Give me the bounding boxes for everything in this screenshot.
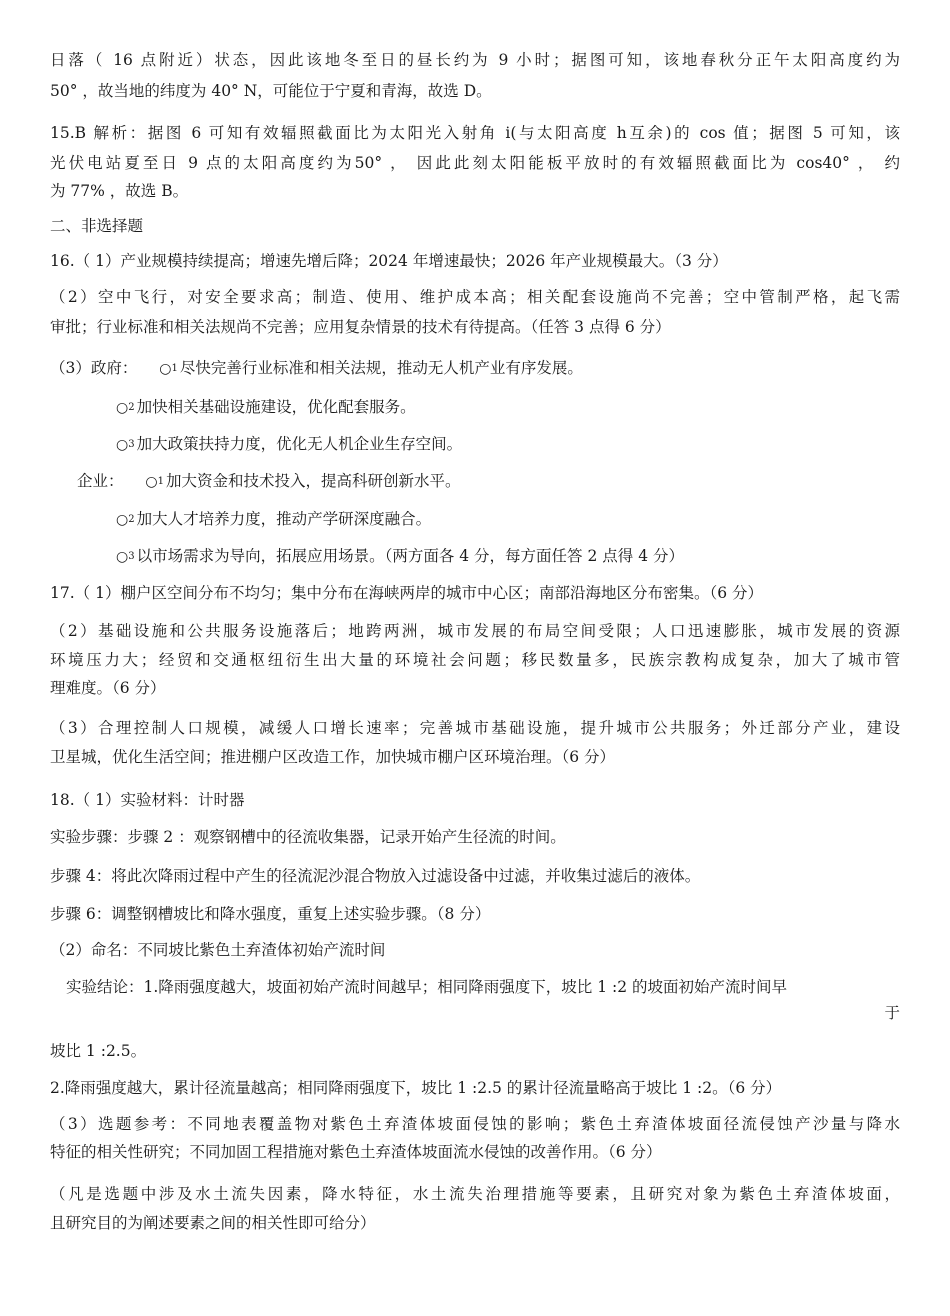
- enterprise-item-1: 加大资金和技术投入，提高科研创新水平。: [165, 472, 461, 490]
- marker-number: 3: [128, 551, 135, 562]
- grading-note-line-1: （凡是选题中涉及水土流失因素，降水特征，水土流失治理措施等要素，且研究对象为紫色土弃渣体坡面，: [50, 1185, 900, 1203]
- answer-17-part-1: 17.（ 1）棚户区空间分布不均匀；集中分布在海峡两岸的城市中心区；南部沿海地区分布密集。（6 分）: [50, 584, 763, 602]
- government-item-1: 尽快完善行业标准和相关法规，推动无人机产业有序发展。: [179, 359, 583, 377]
- enterprise-item-2-line: [116, 508, 431, 531]
- answer-17-part-2-line-1: （2）基础设施和公共服务设施落后；地跨两洲，城市发展的布局空间受限；人口迅速膨胀，城市发展的资源: [50, 622, 900, 640]
- answer-18-part-3-line-2: 特征的相关性研究；不同加固工程措施对紫色土弃渣体坡面流水侵蚀的改善作用。（6 分）: [50, 1143, 662, 1161]
- answer-18-part-1: 18.（ 1）实验材料：计时器: [50, 791, 245, 809]
- answer-16-part-2-line-1: （2）空中飞行，对安全要求高；制造、使用、维护成本高；相关配套设施尚不完善；空中管制严格，起飞需: [50, 288, 900, 306]
- answer-15-line-2: 光伏电站夏至日 9 点的太阳高度约为50° ， 因此此刻太阳能板平放时的有效辐照截面比为 cos40° ， 约: [50, 154, 900, 172]
- section-heading: 二、非选择题: [50, 217, 144, 235]
- circle-number-marker: ○: [159, 361, 172, 377]
- answer-17-part-3-line-1: （3）合理控制人口规模，减缓人口增长速率；完善城市基础设施，提升城市公共服务；外迁部分产业，建设: [50, 719, 900, 737]
- circle-number-marker: ○: [145, 474, 158, 490]
- answer-17-part-3-line-2: 卫星城，优化生活空间；推进棚户区改造工作，加快城市棚户区环境治理。（6 分）: [50, 748, 616, 766]
- government-item-2-line: [116, 396, 416, 419]
- answer-16-part-1: 16.（ 1）产业规模持续提高；增速先增后降；2024 年增速最快；2026 年产业规模最大。（3 分）: [50, 252, 728, 270]
- government-item-3-line: [116, 433, 462, 456]
- answer-16-part-2-line-2: 审批；行业标准和相关法规尚不完善；应用复杂情景的技术有待提高。（任答 3 点得 6 分）: [50, 318, 671, 336]
- enterprise-item-3: 以市场需求为导向，拓展应用场景。（两方面各 4 分，每方面任答 2 点得 4 分）: [136, 547, 684, 565]
- experiment-step-4: 步骤 4：将此次降雨过程中产生的径流泥沙混合物放入过滤设备中过滤，并收集过滤后的液体。: [50, 867, 701, 885]
- answer-14-line-1: 日落（ 16 点附近）状态，因此该地冬至日的昼长约为 9 小时；据图可知，该地春秋分正午太阳高度约为: [50, 51, 900, 69]
- experiment-conclusion-2: 2.降雨强度越大，累计径流量越高；相同降雨强度下，坡比 1 :2.5 的累计径流量略高于坡比 1 :2。（6 分）: [50, 1079, 782, 1097]
- answer-17-part-2-line-2: 环境压力大；经贸和交通枢纽衍生出大量的环境社会问题；移民数量多，民族宗教构成复杂，加大了城市管: [50, 651, 900, 669]
- answer-18-part-2-naming: （2）命名：不同坡比紫色土弃渣体初始产流时间: [50, 941, 386, 959]
- marker-number: 3: [128, 439, 135, 450]
- enterprise-item-3-line: [116, 545, 684, 568]
- government-label: （3）政府：: [50, 359, 138, 377]
- answer-16-part-3-government: [50, 357, 583, 380]
- answer-15-line-3: 为 77% ，故选 B。: [50, 182, 189, 200]
- marker-number: 2: [128, 402, 135, 413]
- government-item-3: 加大政策扶持力度，优化无人机企业生存空间。: [136, 435, 463, 453]
- marker-number: 1: [157, 476, 164, 487]
- answer-14-line-2: 50° ，故当地的纬度为 40° N，可能位于宁夏和青海，故选 D。: [50, 82, 492, 100]
- experiment-step-6: 步骤 6：调整钢槽坡比和降水强度，重复上述实验步骤。（8 分）: [50, 905, 491, 923]
- circle-number-marker: ○: [116, 437, 129, 453]
- enterprise-label: 企业：: [77, 472, 124, 490]
- government-item-2: 加快相关基础设施建设，优化配套服务。: [136, 398, 416, 416]
- enterprise-item-2: 加大人才培养力度，推动产学研深度融合。: [136, 510, 432, 528]
- answer-15-line-1: 15.B 解析：据图 6 可知有效辐照截面比为太阳光入射角 i(与太阳高度 h互余)的 cos 值；据图 5 可知，该: [50, 124, 900, 142]
- experiment-step-2: 实验步骤：步骤 2 ：观察钢槽中的径流收集器，记录开始产生径流的时间。: [50, 828, 566, 846]
- circle-number-marker: ○: [116, 400, 129, 416]
- answer-16-part-3-enterprise: [77, 470, 461, 493]
- answer-17-part-2-line-3: 理难度。（6 分）: [50, 679, 166, 697]
- experiment-conclusion-1-end: 坡比 1 :2.5。: [50, 1042, 147, 1060]
- experiment-conclusion-1-wrap: 于: [884, 1004, 900, 1022]
- circle-number-marker: ○: [116, 512, 129, 528]
- circle-number-marker: ○: [116, 549, 129, 565]
- marker-number: 2: [128, 514, 135, 525]
- marker-number: 1: [171, 363, 178, 374]
- experiment-conclusion-1: 实验结论：1.降雨强度越大，坡面初始产流时间越早；相同降雨强度下，坡比 1 :2 的坡面初始产流时间早: [66, 978, 788, 996]
- answer-18-part-3-line-1: （3）选题参考：不同地表覆盖物对紫色土弃渣体坡面侵蚀的影响；紫色土弃渣体坡面径流侵蚀产沙量与降水: [50, 1115, 900, 1133]
- grading-note-line-2: 且研究目的为阐述要素之间的相关性即可给分）: [50, 1214, 376, 1232]
